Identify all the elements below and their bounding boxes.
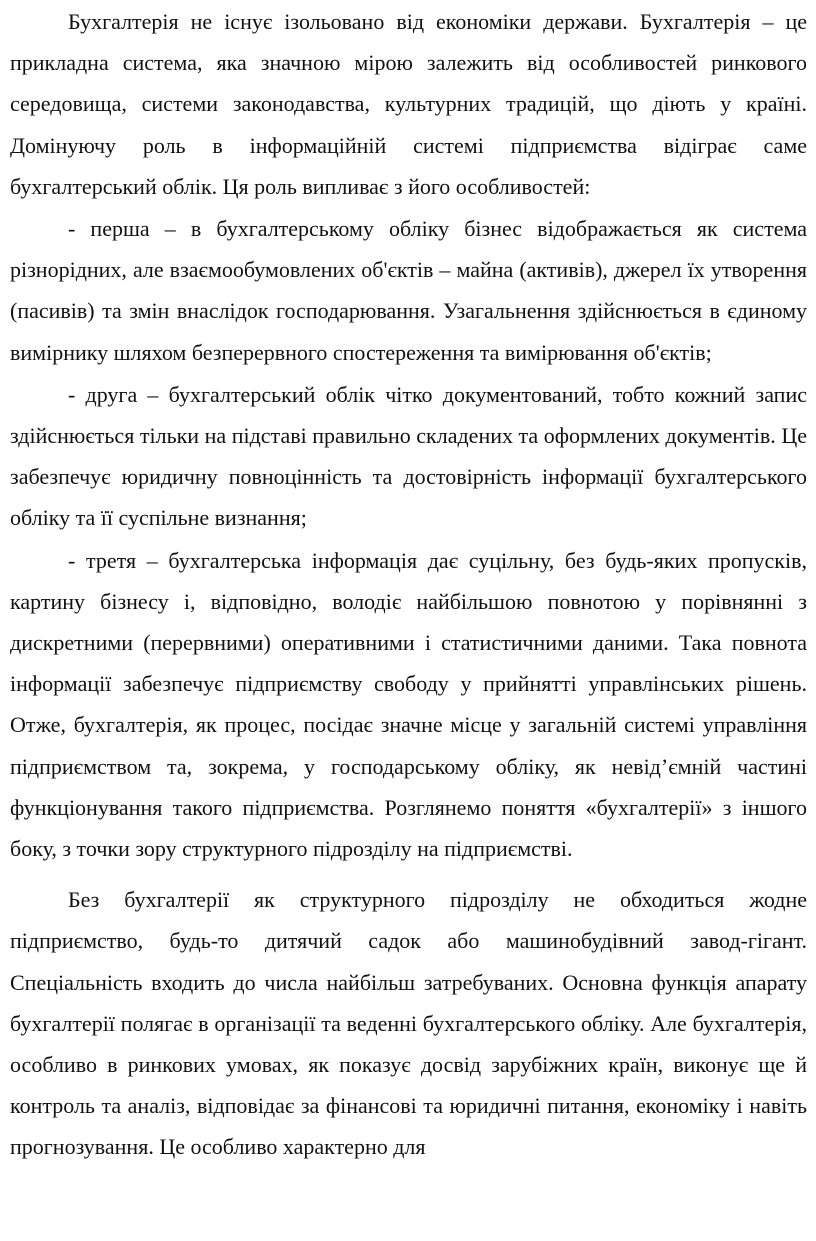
document-page [10,0,807,1168]
paragraph-third-feature: - третя – бухгалтерська інформація дає суцільну, без будь-яких пропусків, картину бізнесу і, відповідно, володіє найбільшою повнотою у порівнянні з дискретними (перервними) оперативними і статистичними даними. Така повнота інформації забезпечує підприємству свободу у прийнятті управлінських рішень. Отже, бухгалтерія, як процес, посідає значне місце у загальній системі управління підприємством та, зокрема, у господарському обліку, як невід’ємній частині функціонування такого підприємства. Розглянемо поняття «бухгалтерії» з іншого боку, з точки зору структурного підрозділу на підприємстві. [10,547,807,862]
paragraph-first-feature: - перша – в бухгалтерському обліку бізнес відображається як система різнорідних, але взаємообумовлених об'єктів – майна (активів), джерел їх утворення (пасивів) та змін внаслідок господарювання. Узагальнення здійснюється в єдиному вимірнику шляхом безперервного спостереження та вимірювання об'єктів; [10,216,807,365]
paragraph-structural-unit: Без бухгалтерії як структурного підрозділу не обходиться жодне підприємство, будь-то дитячий садок або машинобудівний завод-гігант. Спеціальність входить до числа найбільш затребуваних. Основна функція апарату бухгалтерії полягає в організації та веденні бухгалтерського обліку. Але бухгалтерія, особливо в ринкових умовах, як показує досвід зарубіжних країн, виконує ще й контроль та аналіз, відповідає за фінансові та юридичні питання, економіку і навіть прогнозування. Це особливо характерно для [10,887,807,1160]
paragraph-intro: Бухгалтерія не існує ізольовано від економіки держави. Бухгалтерія – це прикладна система, яка значною мірою залежить від особливостей ринкового середовища, системи законодавства, культурних традицій, що діють у країні. Домінуючу роль в інформаційній системі підприємства відіграє саме бухгалтерський облік. Ця роль випливає з його особливостей: [10,9,807,199]
paragraph-second-feature: - друга – бухгалтерський облік чітко документований, тобто кожний запис здійснюється тільки на підставі правильно складених та оформлених документів. Це забезпечує юридичну повноцінність та достовірність інформації бухгалтерського обліку та її суспільне визнання; [10,381,807,531]
